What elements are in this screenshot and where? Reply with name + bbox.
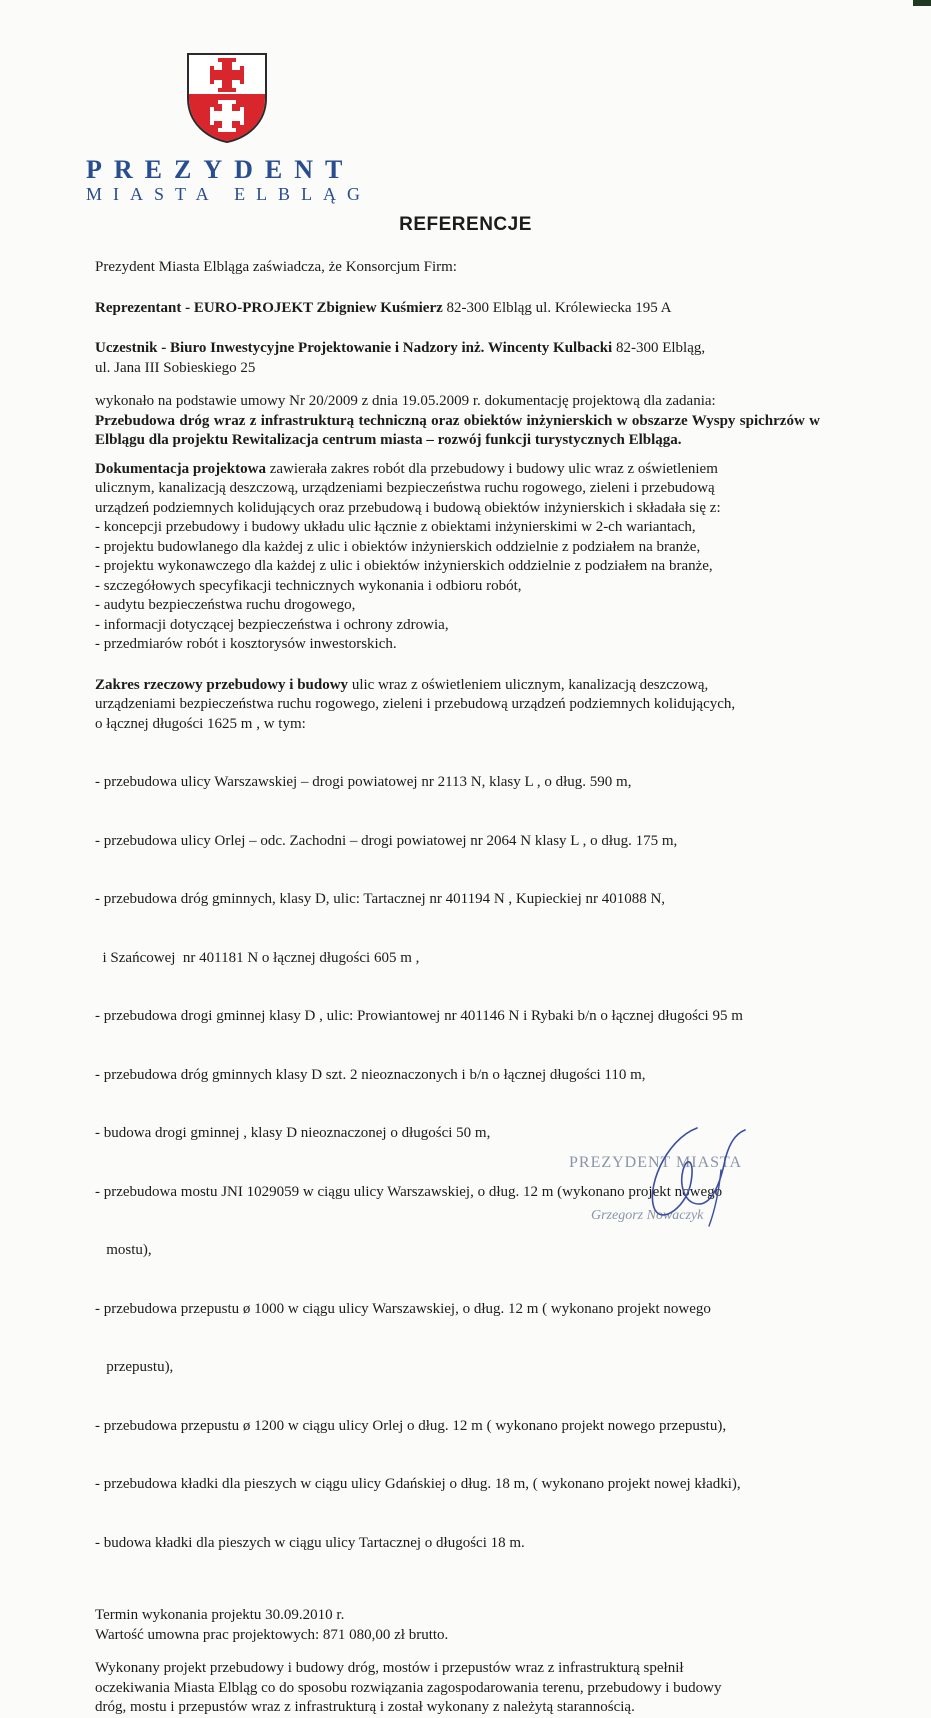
list-item: i Szańcowej nr 401181 N o łącznej długości 605 m , (95, 949, 420, 966)
representative-line (95, 299, 820, 319)
participant-address: 82-300 Elbląg, (612, 340, 706, 356)
document-body (95, 258, 820, 1718)
list-item: przepustu), (95, 1359, 174, 1375)
list-item: - przebudowa dróg gminnych klasy D szt. 2 nieoznaczonych i b/n o łącznej długości 110 m, (95, 1066, 646, 1083)
signature-stamp-title: PREZYDENT MIASTA (569, 1154, 743, 1171)
scope-text-1: ulic wraz z oświetleniem ulicznym, kanalizacją deszczową, (348, 676, 709, 693)
list-item: - audytu bezpieczeństwa ruchu drogowego, (95, 597, 356, 613)
documentation-text-2: ulicznym, kanalizacją deszczową, urządzeniami bezpieczeństwa ruchu rogowego, zieleni i przebudową (95, 480, 715, 496)
closing-text-1: Wykonany projekt przebudowy i budowy dróg, mostów i przepustów wraz z infrastrukturą spełnił (95, 1660, 684, 1676)
documentation-text-3: urządzeń podziemnych kolidujących oraz przebudową i budową obiektów inżynierskich i składała się z: (95, 499, 721, 516)
scope-label: Zakres rzeczowy przebudowy i budowy (95, 676, 349, 693)
representative-name: EURO-PROJEKT Zbigniew Kuśmierz (193, 299, 443, 316)
participant-line (95, 339, 820, 359)
letterhead-title: PREZYDENT (86, 155, 355, 184)
list-item: - koncepcji przebudowy i budowy układu ulic łącznie z obiektami inżynierskimi w 2-ch wariantach, (95, 519, 696, 535)
list-item: - przebudowa ulicy Warszawskiej – drogi powiatowej nr 2113 N, klasy L , o dług. 590 m, (95, 774, 632, 790)
elblag-coat-of-arms-icon (186, 52, 268, 144)
intro-text: Prezydent Miasta Elbląga zaświadcza, że Konsorcjum Firm: (95, 259, 457, 275)
representative-address: 82-300 Elbląg ul. Królewiecka 195 A (442, 299, 672, 316)
documentation-text-1: zawierała zakres robót dla przebudowy i budowy ulic wraz z oświetleniem (265, 460, 718, 477)
scan-corner-mark (913, 0, 931, 6)
letterhead-subtitle: MIASTA ELBLĄG (86, 184, 372, 204)
list-item: - budowa kładki dla pieszych w ciągu ulicy Tartacznej o długości 18 m. (95, 1534, 525, 1551)
contract-text: wykonało na podstawie umowy Nr 20/2009 z dnia 19.05.2009 r. dokumentację projektową dla zadania: (95, 393, 716, 409)
signature-block (565, 1120, 825, 1240)
scope-text-2: urządzeniami bezpieczeństwa ruchu rogowego, zieleni i przebudową urządzeń podziemnych kolidujących, (95, 696, 736, 712)
list-item: - przebudowa dróg gminnych, klasy D, ulic: Tartacznej nr 401194 N , Kupieckiej nr 401088 N, (95, 891, 666, 907)
scope-line-1 (95, 676, 820, 696)
participant-address-line2: ul. Jana III Sobieskiego 25 (95, 359, 256, 376)
scope-text-3: o łącznej długości 1625 m , w tym: (95, 715, 306, 732)
list-item: - budowa drogi gminnej , klasy D nieoznaczonej o długości 50 m, (95, 1125, 491, 1141)
signature-stamp-name: Grzegorz Nowaczyk (591, 1208, 704, 1223)
list-item: - szczegółowych specyfikacji technicznych wykonania i odbioru robót, (95, 577, 522, 594)
closing-text-2: oczekiwania Miasta Elbląg co do sposobu rozwiązania zagospodarowania terenu, przebudowy i budowy (95, 1679, 722, 1696)
documentation-label: Dokumentacja projektowa (95, 460, 266, 477)
document-heading: REFERENCJE (399, 214, 532, 235)
handwritten-signature-icon (625, 1120, 765, 1230)
deadline-text: Termin wykonania projektu 30.09.2010 r. (95, 1607, 345, 1623)
contract-value-text: Wartość umowna prac projektowych: 871 080,00 zł brutto. (95, 1626, 449, 1643)
list-item: - projektu wykonawczego dla każdej z ulic i obiektów inżynierskich oddzielnie z podziałem na branże, (95, 558, 713, 574)
participant-name: Biuro Inwestycyjne Projektowanie i Nadzory inż. Wincenty Kulbacki (170, 340, 613, 356)
list-item: - przebudowa przepustu ø 1000 w ciągu ulicy Warszawskiej, o dług. 12 m ( wykonano projekt nowego (95, 1300, 711, 1317)
representative-label: Reprezentant - (95, 299, 194, 316)
list-item: - przebudowa ulicy Orlej – odc. Zachodni – drogi powiatowej nr 2064 N klasy L , o dług. 175 m, (95, 832, 678, 849)
list-item: - przebudowa kładki dla pieszych w ciągu ulicy Gdańskiej o dług. 18 m, ( wykonano projekt nowej kładki), (95, 1476, 741, 1492)
list-item: - przebudowa przepustu ø 1200 w ciągu ulicy Orlej o dług. 12 m ( wykonano projekt nowego przepustu), (95, 1417, 727, 1434)
documentation-line-1 (95, 460, 820, 480)
list-item: - projektu budowlanego dla każdej z ulic i obiektów inżynierskich oddzielnie z podziałem na branże, (95, 538, 701, 555)
list-item: - przebudowa drogi gminnej klasy D , ulic: Prowiantowej nr 401146 N i Rybaki b/n o łącznej długości 95 m (95, 1008, 743, 1024)
participant-label: Uczestnik - (95, 340, 170, 356)
list-item: - przebudowa mostu JNI 1029059 w ciągu ulicy Warszawskiej, o dług. 12 m (wykonano projekt nowego (95, 1183, 723, 1200)
list-item: - przedmiarów robót i kosztorysów inwestorskich. (95, 636, 397, 652)
list-item: mostu), (95, 1242, 152, 1258)
documentation-list (95, 518, 820, 655)
list-item: - informacji dotyczącej bezpieczeństwa i ochrony zdrowia, (95, 616, 449, 633)
task-title: Przebudowa dróg wraz z infrastrukturą techniczną oraz obiektów inżynierskich w obszarze Wyspy spichrzów w Elblągu dla projektu Rewitalizacja centrum miasta – rozwój funkcji turystycznych Elbląga. (95, 412, 820, 448)
closing-text-3: dróg, mostu i przepustów wraz z infrastrukturą i został wykonany z należytą starannością. (95, 1699, 635, 1715)
